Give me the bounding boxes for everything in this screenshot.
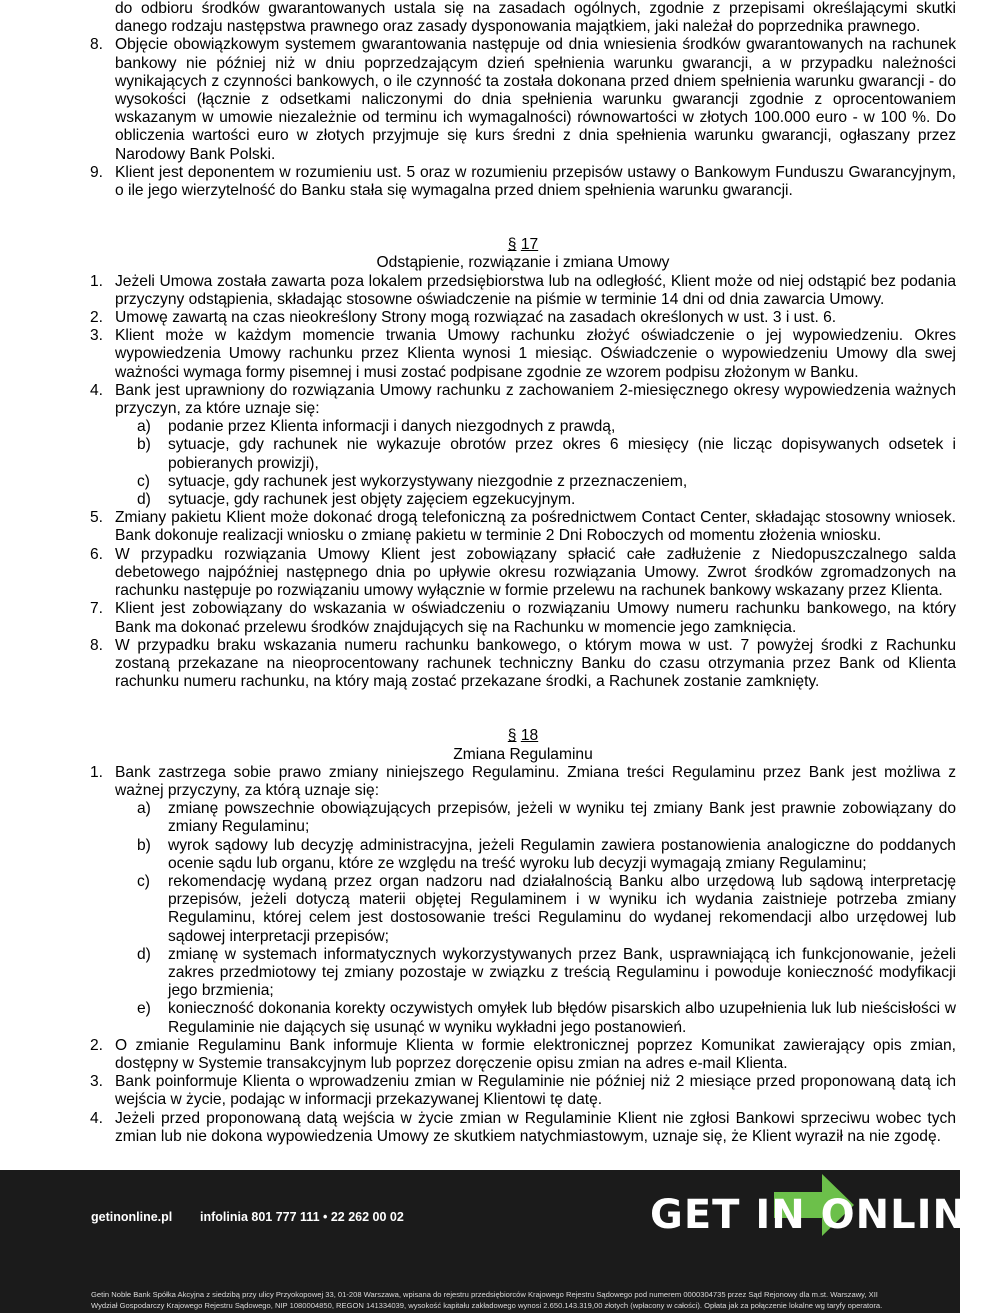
list-item: 6. W przypadku rozwiązania Umowy Klient jest zobowiązany spłacić całe zadłużenie z Niedopuszczalnego salda debetowego najpóźniej następnego dnia po upływie okresu rozwiązania Umowy. Zwrot środków zgromadzonych na rachunku następuje po rozwiązaniu umowy wyłącznie w formie przelewu na rachunek bankowy wskazany przez Klienta. [90, 545, 956, 600]
list-item: 1. Jeżeli Umowa została zawarta poza lokalem przedsiębiorstwa lub na odległość, Klient może od niej odstąpić bez podania przyczyny odstąpienia, składając stosowne oświadczenie na piśmie w terminie 14 dni od dnia zawarcia Umowy. [90, 272, 956, 308]
list-item: 1. Bank zastrzega sobie prawo zmiany niniejszego Regulaminu. Zmiana treści Regulaminu przez Bank jest możliwa z ważnej przyczyny, za którą uznaje się: [90, 763, 956, 799]
brand-logo: GET IN ONLINE [650, 1192, 995, 1238]
list-item: 4. Bank jest uprawniony do rozwiązania Umowy rachunku z zachowaniem 2-miesięcznego okresy wypowiedzenia ważnych przyczyn, za które uznaje się: [90, 381, 956, 418]
list-item: 4. Jeżeli przed proponowaną datą wejścia w życie zmian w Regulaminie Klient nie zgłosi Bankowi sprzeciwu wobec tych zmian lub nie dokona wypowiedzenia Umowy ze skutkiem natychmiastowym, uznaje się, że Klient wyraził na nie zgodę. [90, 1109, 956, 1145]
section-18-symbol: § 18 [507, 727, 539, 745]
list-item: 2. Umowę zawartą na czas nieokreślony Strony mogą rozwiązać na zasadach określonych w ust. 3 i ust. 6. [90, 309, 837, 327]
sub-item: a) zmianę powszechnie obowiązujących przepisów, jeżeli w wyniku tej zmiany Bank jest prawnie zobowiązany do zmiany Regulaminu; [137, 800, 956, 836]
list-item: 5. Zmiany pakietu Klient może dokonać drogą telefoniczną za pośrednictwem Contact Center, składając stosowny wniosek. Bank dokonuje realizacji wniosku o zmianę pakietu w terminie 2 Dni Roboczych od momentu złożenia wniosku. [90, 509, 956, 545]
intro-paragraph: do odbioru środków gwarantowanych ustala się na zasadach ogólnych, zgodnie z przepisami określającymi skutki danego rodzaju następstwa prawnego oraz zasady dysponowania majątkiem, jaki należał do poprzednika prawnego. [115, 0, 956, 36]
sub-item: a) podanie przez Klienta informacji i danych niezgodnych z prawdą, [137, 418, 616, 436]
website-link[interactable]: getinonline.pl [91, 1210, 173, 1224]
section-18-title: Zmiana Regulaminu [453, 745, 593, 763]
sub-item: d) sytuacje, gdy rachunek jest objęty zajęciem egzekucyjnym. [137, 491, 576, 509]
list-item: 3. Bank poinformuje Klienta o wprowadzeniu zmian w Regulaminie nie później niż 2 miesiące przed proponowaną datą ich wejścia w życie, podając w informacji przekazywanej Klientowi tę datę. [90, 1073, 956, 1109]
list-item: 2. O zmianie Regulaminu Bank informuje Klienta w formie elektronicznej poprzez Komunikat zawierający opis zmian, dostępny w Systemie transakcyjnym lub poprzez doręczenie opisu zmian na adres e-mail Klienta. [90, 1036, 956, 1072]
list-item: 9. Klient jest deponentem w rozumieniu ust. 5 oraz w rozumieniu przepisów ustawy o Bankowym Funduszu Gwarancyjnym, o ile jego wierzytelność do Banku stała się wymagalna przed dniem spełnienia warunku gwarancji. [90, 163, 956, 200]
sub-item: c) sytuacje, gdy rachunek jest wykorzystywany niezgodnie z przeznaczeniem, [137, 472, 688, 490]
list-item: 8. W przypadku braku wskazania numeru rachunku bankowego, o którym mowa w ust. 7 powyżej środki z Rachunku zostaną przekazane na nieoprocentowany rachunek techniczny Banku do czasu otrzymania przez Bank od Klienta rachunku numeru rachunku, na który mają zostać przekazane środki, a Rachunek zostanie zamknięty. [90, 636, 956, 691]
section-17-symbol: § 17 [507, 236, 539, 254]
list-item: 3. Klient może w każdym momencie trwania Umowy rachunku złożyć oświadczenie o jej wypowiedzeniu. Okres wypowiedzenia Umowy rachunku przez Klienta wynosi 1 miesiąc. Oświadczenie o wypowiedzeniu Umowy dla swej ważności wymaga formy pisemnej i musi zostać podpisane zgodnie ze wzorem podpisu złożonym w Banku. [90, 327, 956, 381]
sub-item: d) zmianę w systemach informatycznych wykorzystywanych przez Bank, usprawniającą ich funkcjonowanie, jeżeli zakres przedmiotowy tej zmiany pozostaje w związku z treścią Regulaminu i powoduje konieczność modyfikacji jego brzmienia; [137, 945, 956, 1000]
sub-item: b) sytuacje, gdy rachunek nie wykazuje obrotów przez okres 6 miesięcy (nie licząc dopisywanych odsetek i pobieranych prowizji), [137, 436, 956, 472]
legal-notice: Getin Noble Bank Spółka Akcyjna z siedzibą przy ulicy Przyokopowej 33, 01-208 Warszawa, wpisana do rejestru przedsiębiorców Krajowego Rejestru Sądowego pod numerem 0000304735 przez Sąd Rejonowy dla m.st. Warszawy, XII Wydział Gospodarczy Krajowego Rejestru Sądowego, NIP 1080004850, REGON 141334039, wysokość kapitału zakładowego wynosi 2.650.143.319,00 złotych (wpłacony w całości). Opłata jak za połączenie lokalne wg taryfy operatora. [91, 1290, 883, 1310]
sub-item: c) rekomendację wydaną przez organ nadzoru nad działalnością Banku albo urzędową lub sądową interpretację przepisów, jeżeli dotyczą materii objętej Regulaminem i w wyniku ich wydania zaistnieje potrzeba zmiany Regulaminu, której celem jest dostosowanie treści Regulaminu do wydanej rekomendacji albo urzędowej lub sądowej interpretacji przepisów; [137, 872, 956, 945]
sub-item: e) konieczność dokonania korekty oczywistych omyłek lub błędów pisarskich albo uzupełnienia luk lub nieścisłości w Regulaminie nie dających się usunąć w wyniku wykładni jego postanowień. [137, 1000, 956, 1036]
document-page [90, 0, 956, 1146]
list-item: 8. Objęcie obowiązkowym systemem gwarantowania następuje od dnia wniesienia środków gwarantowanych na rachunek bankowy nie później niż w dniu poprzedzającym dzień spełnienia warunku gwarancji, a w przypadku należności wynikających z czynności bankowych, o ile czynność ta została dokonana przed dniem spełnienia warunku gwarancji - do wysokości (łącznie z odsetkami naliczonymi do dnia spełnienia warunku gwarancji zgodnie z oprocentowaniem wskazanym w umowie niezależnie od terminu ich wymagalności) równowartości w złotych 100.000 euro - w 100 %. Do obliczenia wartości euro w złotych przyjmuje się kurs średni z dnia spełnienia warunku gwarancji, ogłaszany przez Narodowy Bank Polski. [90, 36, 956, 163]
list-item: 7. Klient jest zobowiązany do wskazania w oświadczeniu o rozwiązaniu Umowy numeru rachunku bankowego, na który Bank ma dokonać przelewu środków znajdujących się na Rachunku w momencie jego zamknięcia. [90, 600, 956, 636]
section-17-title: Odstąpienie, rozwiązanie i zmiana Umowy [376, 254, 670, 272]
infoline-text: infolinia 801 777 111 • 22 262 00 02 [200, 1210, 404, 1224]
page-footer [0, 1170, 995, 1313]
sub-item: b) wyrok sądowy lub decyzję administracyjna, jeżeli Regulamin zawiera postanowienia analogiczne do poddanych ocenie sądu lub organu, które ze względu na treść wyroku lub decyzji wymagają zmiany Regulaminu; [137, 836, 956, 872]
